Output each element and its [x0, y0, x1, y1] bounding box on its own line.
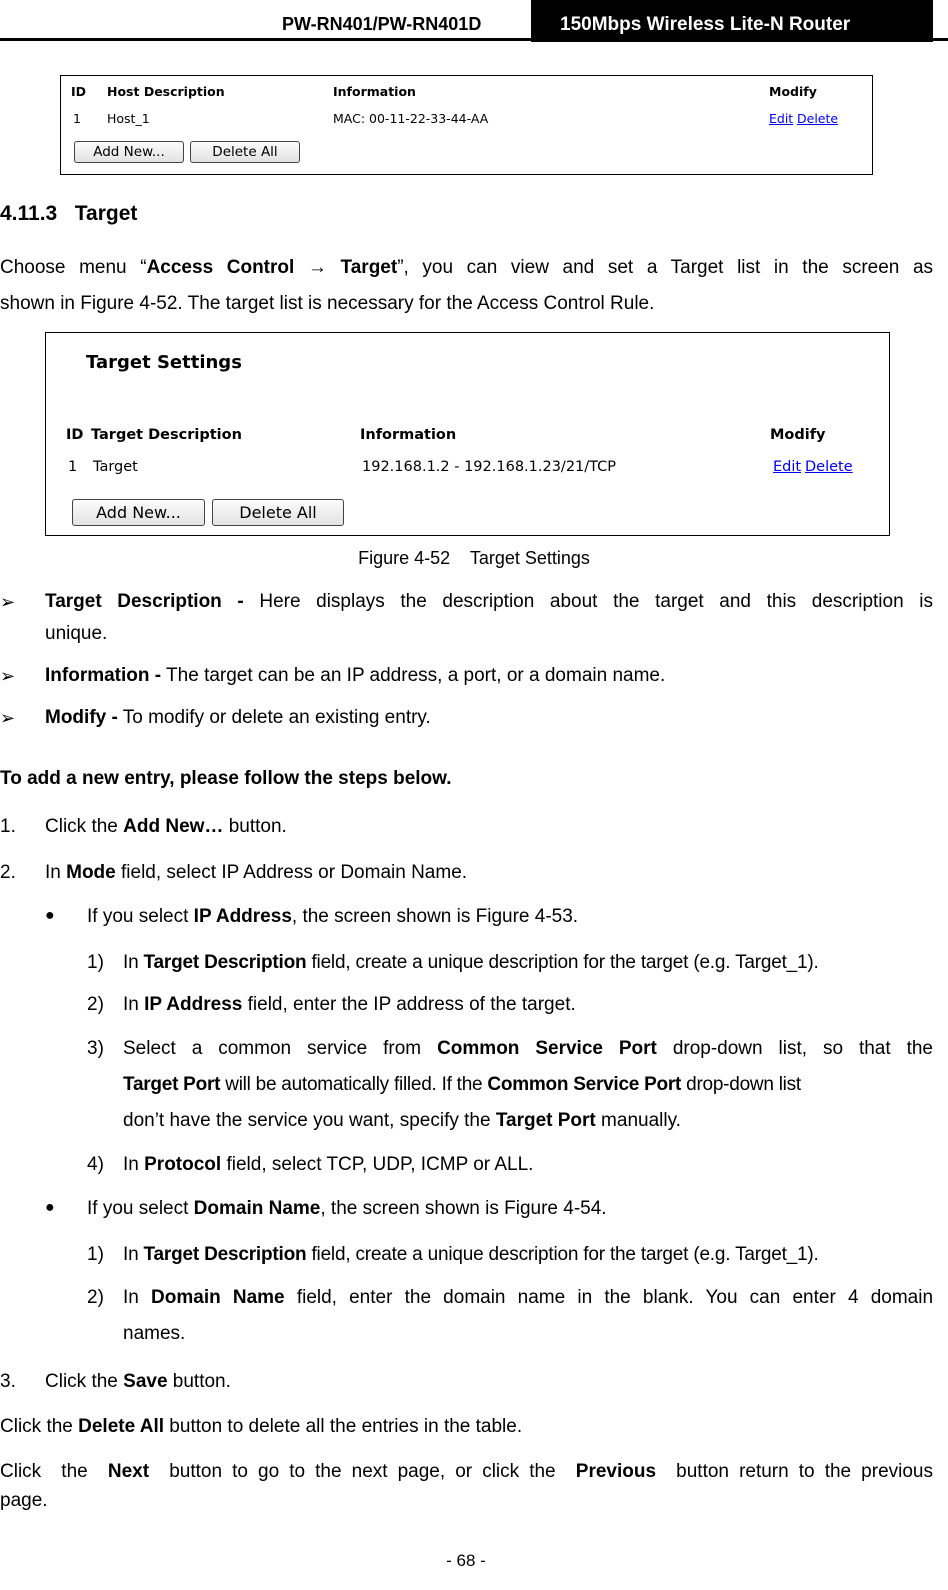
ip-sub-2 — [123, 994, 576, 1016]
target-row-info: 192.168.1.2 - 192.168.1.23/21/TCP — [362, 459, 617, 475]
intro-line-1 — [0, 257, 933, 279]
host-col-modify: Modify — [769, 84, 817, 99]
step-text: In — [45, 862, 67, 883]
step-text: drop-down list — [681, 1074, 801, 1095]
bullet-target-description — [45, 591, 933, 613]
ip-sub-2-number: 2) — [87, 994, 104, 1015]
delete-all-note — [0, 1416, 522, 1438]
ip-address-bullet — [87, 906, 578, 928]
bullet-target-description-cont: unique. — [45, 623, 108, 644]
domain-sub-1-number: 1) — [87, 1244, 104, 1265]
step-text: If you select — [87, 1198, 194, 1219]
next-previous-note-cont: page. — [0, 1490, 48, 1511]
target-panel-title: Target Settings — [86, 352, 242, 373]
figure-caption: Figure 4-52 Target Settings — [358, 548, 590, 568]
step-term: Domain Name — [151, 1287, 285, 1308]
header-product: 150Mbps Wireless Lite-N Router — [531, 0, 933, 42]
bullet-information — [45, 665, 665, 687]
dot-bullet-icon: ● — [45, 907, 55, 924]
step-text: field, create a unique description for the target (e.g. Target_1). — [306, 1244, 819, 1265]
ip-sub-4 — [123, 1154, 533, 1176]
page-header — [0, 0, 948, 42]
note-term: Next — [107, 1461, 150, 1482]
step-text: will be automatically filled. If the — [220, 1074, 488, 1095]
host-row-desc: Host_1 — [107, 111, 150, 126]
header-model: PW-RN401/PW-RN401D — [282, 14, 482, 34]
section-number: 4.11.3 — [0, 202, 58, 225]
step-text: don’t have the service you want, specify the — [123, 1110, 496, 1131]
step-term: IP Address — [144, 994, 243, 1015]
bullet-term: Information - — [45, 665, 162, 686]
arrow-bullet-icon: ➢ — [0, 666, 16, 686]
step-3-number: 3. — [0, 1371, 16, 1392]
domain-sub-2 — [123, 1287, 933, 1309]
arrow-icon: → — [307, 257, 327, 278]
domain-name-bullet — [87, 1198, 607, 1220]
dot-bullet-icon: ● — [45, 1199, 55, 1216]
step-1-number: 1. — [0, 816, 16, 837]
target-delete-all-button[interactable]: Delete All — [212, 499, 344, 526]
step-term: Target Description — [143, 952, 307, 973]
bullet-text: To modify or delete an existing entry. — [117, 707, 431, 728]
step-1 — [45, 816, 287, 838]
step-text: Select a common service from — [123, 1038, 438, 1059]
step-text: Click the — [45, 1371, 124, 1392]
ip-sub-1-number: 1) — [87, 952, 104, 973]
host-edit-link[interactable]: Edit — [769, 111, 794, 126]
target-col-modify: Modify — [770, 427, 826, 443]
step-text: , the screen shown is Figure 4-54. — [320, 1198, 607, 1219]
target-delete-link[interactable]: Delete — [805, 459, 853, 475]
ip-sub-3 — [123, 1038, 933, 1060]
target-col-desc: Target Description — [91, 427, 242, 443]
section-heading — [0, 203, 137, 225]
step-term: Common Service Port — [487, 1074, 682, 1095]
host-col-info: Information — [333, 84, 416, 99]
step-term: Target Port — [123, 1074, 221, 1095]
section-title: Target — [74, 202, 138, 225]
note-term: Delete All — [78, 1416, 165, 1437]
step-text: field, select TCP, UDP, ICMP or ALL. — [221, 1154, 534, 1175]
host-row-info: MAC: 00-11-22-33-44-AA — [333, 111, 489, 126]
step-text: button. — [167, 1371, 231, 1392]
step-text: In — [123, 994, 145, 1015]
arrow-bullet-icon: ➢ — [0, 592, 16, 612]
bullet-text: Here displays the description about the target and this description is — [243, 591, 934, 612]
host-table-panel — [60, 75, 873, 175]
step-term: Target Description — [143, 1244, 307, 1265]
page-number: - 68 - — [446, 1551, 486, 1570]
ip-sub-3-line-2 — [123, 1074, 801, 1096]
ip-sub-1 — [123, 952, 819, 974]
step-text: In — [123, 1244, 144, 1265]
menu-access-control: Access Control — [146, 257, 295, 278]
intro-line-2: shown in Figure 4-52. The target list is necessary for the Access Control Rule. — [0, 293, 655, 314]
note-text: Click the — [0, 1416, 79, 1437]
note-text: button to go to the next page, or click the — [149, 1461, 576, 1482]
target-col-info: Information — [360, 427, 457, 443]
target-row-desc: Target — [93, 459, 138, 475]
step-term: Save — [123, 1371, 168, 1392]
step-text: If you select — [87, 906, 194, 927]
step-text: button. — [223, 816, 287, 837]
step-term: Mode — [66, 862, 116, 883]
step-3 — [45, 1371, 231, 1393]
step-text: field, select IP Address or Domain Name. — [115, 862, 468, 883]
host-col-desc: Host Description — [107, 84, 225, 99]
domain-sub-2-cont: names. — [123, 1323, 186, 1344]
ip-sub-3-line-3 — [123, 1110, 681, 1132]
step-text: manually. — [595, 1110, 681, 1131]
menu-target: Target — [340, 257, 398, 278]
note-text: button return to the previous — [656, 1461, 933, 1482]
intro-text: ”, you can view and set a Target list in the screen as — [397, 257, 934, 278]
step-term: Common Service Port — [437, 1038, 657, 1059]
step-text: field, enter the IP address of the target. — [242, 994, 576, 1015]
note-text: button to delete all the entries in the table. — [164, 1416, 523, 1437]
target-row-id: 1 — [68, 459, 78, 475]
domain-sub-1 — [123, 1244, 819, 1266]
step-text: , the screen shown is Figure 4-53. — [291, 906, 579, 927]
host-col-id: ID — [71, 84, 87, 99]
host-row-id: 1 — [73, 111, 81, 126]
target-col-id: ID — [66, 427, 84, 443]
note-term: Previous — [575, 1461, 657, 1482]
step-text: drop-down list, so that the — [656, 1038, 933, 1059]
step-term: IP Address — [193, 906, 292, 927]
step-text: In — [123, 1154, 145, 1175]
step-2 — [45, 862, 467, 884]
step-text: field, create a unique description for the target (e.g. Target_1). — [306, 952, 819, 973]
step-term: Protocol — [144, 1154, 222, 1175]
note-text: Click the — [0, 1461, 108, 1482]
host-add-new-button[interactable]: Add New... — [74, 141, 184, 163]
step-term: Add New… — [123, 816, 224, 837]
target-settings-panel — [45, 332, 890, 536]
target-add-new-button[interactable]: Add New... — [72, 499, 205, 526]
next-previous-note — [0, 1461, 933, 1483]
header-rule — [0, 38, 948, 41]
host-delete-link[interactable]: Delete — [797, 111, 839, 126]
bullet-term: Modify - — [45, 707, 118, 728]
ip-sub-3-number: 3) — [87, 1038, 104, 1059]
bullet-modify — [45, 707, 431, 729]
target-edit-link[interactable]: Edit — [773, 459, 802, 475]
step-term: Target Port — [495, 1110, 596, 1131]
step-text: Click the — [45, 816, 124, 837]
step-text: In — [123, 952, 144, 973]
host-delete-all-button[interactable]: Delete All — [190, 141, 300, 163]
bullet-text: The target can be an IP address, a port, or a domain name. — [161, 665, 666, 686]
domain-sub-2-number: 2) — [87, 1287, 104, 1308]
ip-sub-4-number: 4) — [87, 1154, 104, 1175]
step-text: field, enter the domain name in the blank. You can enter 4 domain — [284, 1287, 934, 1308]
step-term: Domain Name — [193, 1198, 321, 1219]
steps-heading: To add a new entry, please follow the steps below. — [0, 768, 452, 789]
step-text: In — [123, 1287, 152, 1308]
arrow-bullet-icon: ➢ — [0, 708, 16, 728]
bullet-term: Target Description - — [45, 591, 244, 612]
step-2-number: 2. — [0, 862, 16, 883]
intro-text: Choose menu “ — [0, 257, 147, 278]
